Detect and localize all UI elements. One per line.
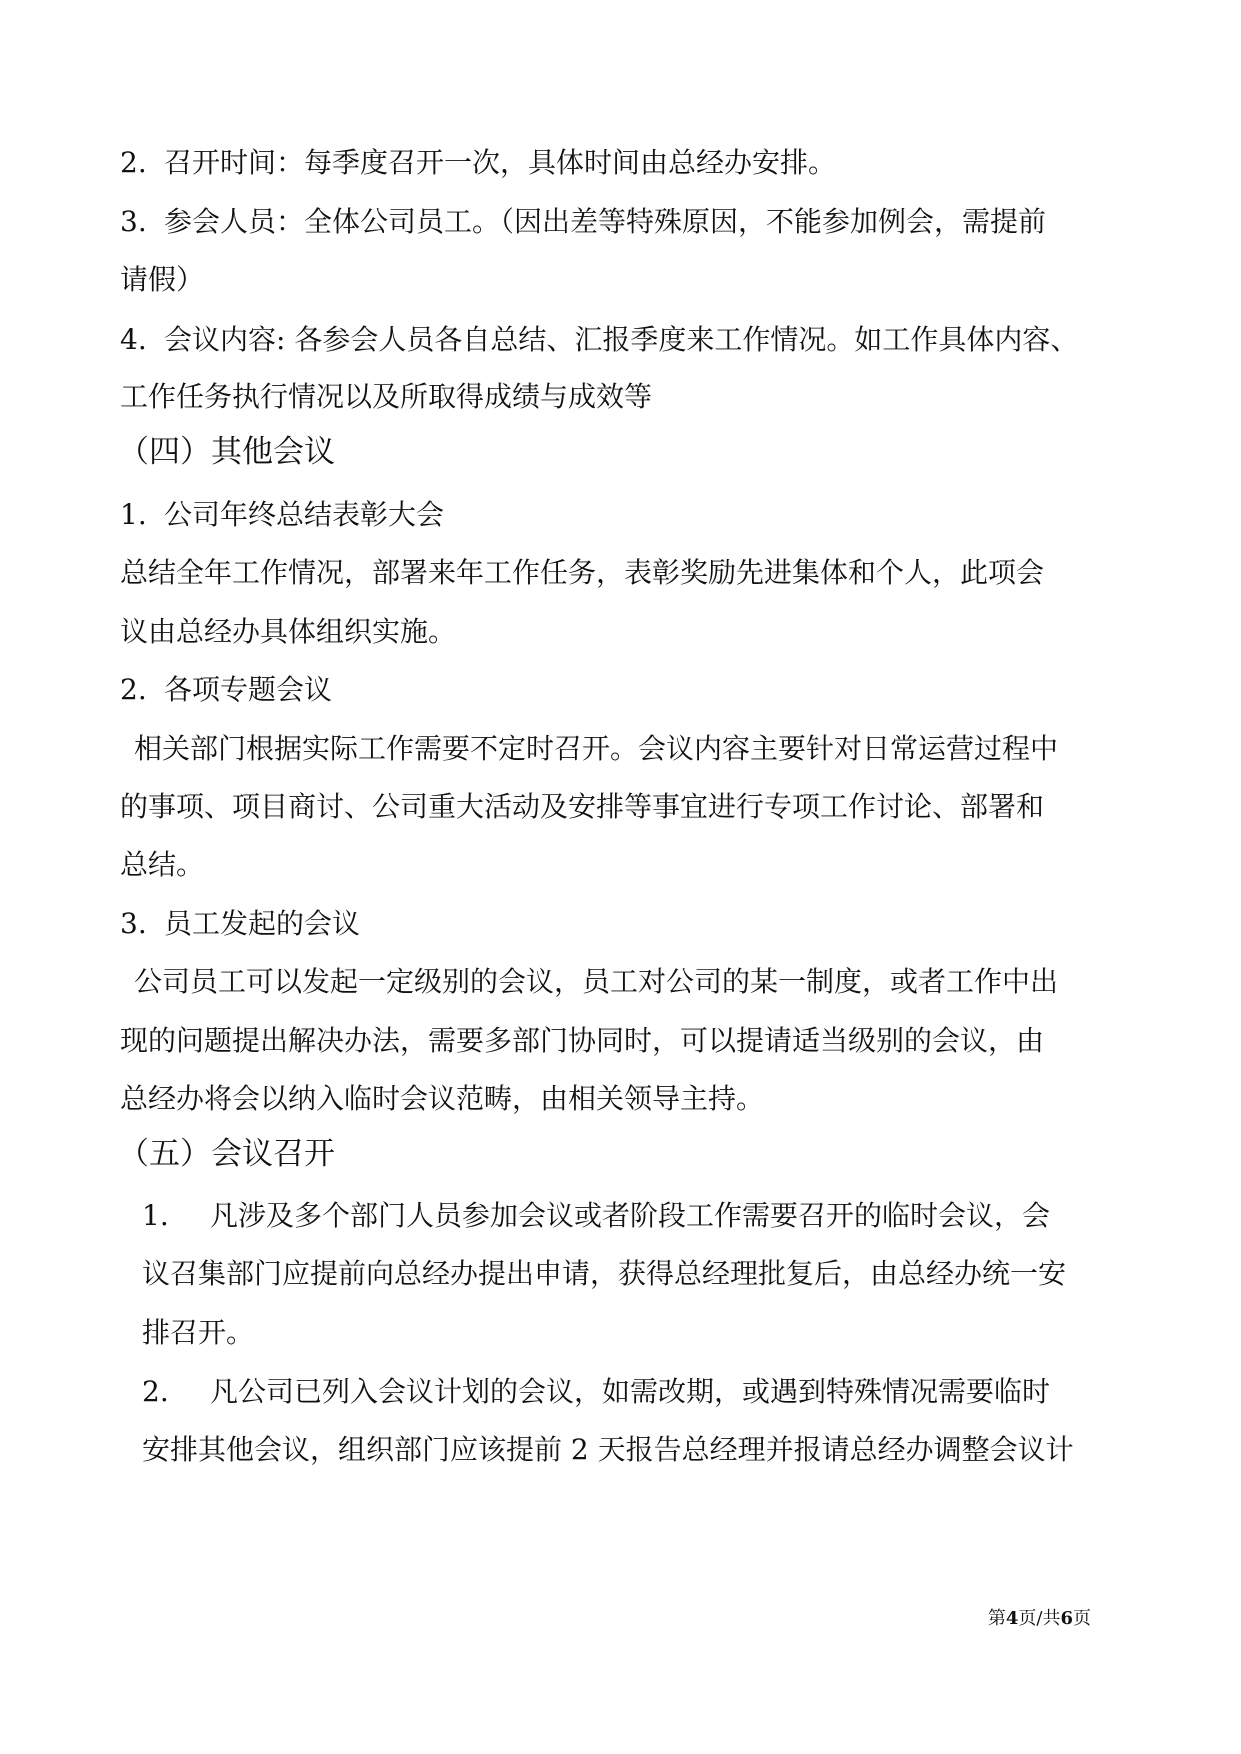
current-page-number: 4 <box>1005 1608 1019 1629</box>
paragraph-line: 安排其他会议，组织部门应该提前 2 天报告总经理并报请总经办调整会议计 <box>142 1433 1074 1466</box>
paragraph-line: 总结全年工作情况，部署来年工作任务，表彰奖励先进集体和个人，此项会 <box>120 556 1045 589</box>
paragraph-line: 议由总经办具体组织实施。 <box>120 615 457 648</box>
paragraph-line: 的事项、项目商讨、公司重大活动及安排等事宜进行专项工作讨论、部署和 <box>120 790 1045 823</box>
paragraph-line: 现的问题提出解决办法，需要多部门协同时，可以提请适当级别的会议，由 <box>120 1024 1045 1057</box>
paragraph-line: 公司员工可以发起一定级别的会议，员工对公司的某一制度，或者工作中出 <box>134 965 1059 998</box>
list-item: 2. 召开时间：每季度召开一次，具体时间由总经办安排。 <box>120 146 837 179</box>
paragraph-line: 工作任务执行情况以及所取得成绩与成效等 <box>120 380 653 413</box>
paragraph-line: 排召开。 <box>142 1316 255 1349</box>
section-heading-convene: （五）会议召开 <box>118 1136 335 1172</box>
list-item: 3. 参会人员：全体公司员工。（因出差等特殊原因，不能参加例会，需提前 <box>120 205 1047 238</box>
paragraph-line: 请假） <box>120 263 205 296</box>
list-item: 3. 员工发起的会议 <box>120 907 361 940</box>
paragraph-line: 议召集部门应提前向总经办提出申请，获得总经理批复后，由总经办统一安 <box>142 1257 1067 1290</box>
list-item: 1. 公司年终总结表彰大会 <box>120 498 445 531</box>
section-heading-other-meetings: （四）其他会议 <box>118 434 335 470</box>
total-page-count: 6 <box>1060 1608 1073 1629</box>
list-item: 1. 凡涉及多个部门人员参加会议或者阶段工作需要召开的临时会议，会 <box>142 1199 1051 1232</box>
list-item: 2. 各项专题会议 <box>120 673 333 706</box>
page-footer: 第4页/共6页 <box>987 1608 1091 1629</box>
paragraph-line: 总结。 <box>120 848 205 881</box>
list-item: 2. 凡公司已列入会议计划的会议，如需改期，或遇到特殊情况需要临时 <box>142 1375 1051 1408</box>
paragraph-line: 相关部门根据实际工作需要不定时召开。会议内容主要针对日常运营过程中 <box>134 732 1059 765</box>
list-item: 4. 会议内容: 各参会人员各自总结、汇报季度来工作情况。如工作具体内容、 <box>120 323 1079 356</box>
paragraph-line: 总经办将会以纳入临时会议范畴，由相关领导主持。 <box>120 1082 765 1115</box>
